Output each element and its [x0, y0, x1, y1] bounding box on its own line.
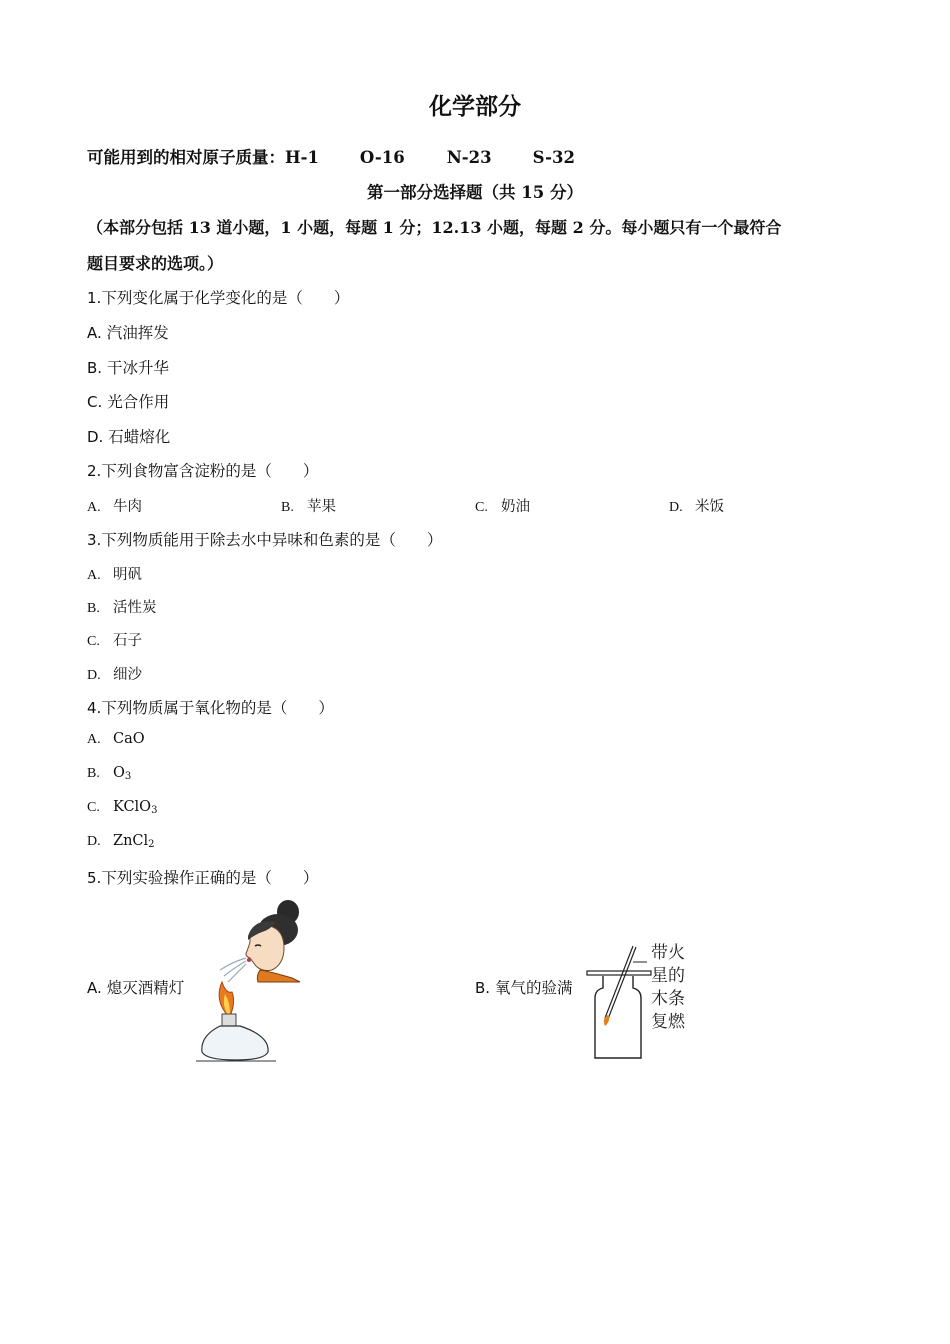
- q3-option-d[interactable]: [87, 663, 142, 684]
- q4-option-a-formula: CaO: [113, 731, 145, 747]
- q5-option-a-text: 熄灭酒精灯: [106, 979, 185, 997]
- question-1-text: 下列变化属于化学变化的是（ ）: [101, 289, 350, 307]
- q5-option-a[interactable]: [87, 976, 184, 998]
- q4-option-c[interactable]: [87, 799, 157, 816]
- atomic-mass-o: O-16: [359, 148, 405, 167]
- question-2-stem: [87, 459, 318, 481]
- q2-option-d-text: 米饭: [695, 499, 724, 515]
- q2-option-b-letter: B.: [281, 500, 294, 515]
- q4-option-d[interactable]: [87, 833, 155, 850]
- atomic-mass-h: H-1: [285, 148, 319, 167]
- q4-option-c-formula: KClO: [113, 799, 152, 815]
- question-5-stem: [87, 866, 318, 888]
- q4-option-c-letter: C.: [87, 800, 100, 815]
- question-1-stem: [87, 286, 349, 308]
- q1-option-d[interactable]: [87, 425, 170, 447]
- oxygen-label-4: 复燃: [651, 1012, 685, 1032]
- q2-option-b-text: 苹果: [307, 499, 336, 515]
- q3-option-b[interactable]: [87, 596, 157, 617]
- page-title: 化学部分: [429, 93, 521, 120]
- q3-option-c[interactable]: [87, 629, 142, 650]
- question-3-number: 3.: [87, 531, 102, 549]
- q3-option-a[interactable]: [87, 563, 142, 584]
- question-3-text: 下列物质能用于除去水中异味和色素的是（ ）: [101, 531, 443, 549]
- q1-option-b[interactable]: [87, 356, 169, 378]
- q1-option-c-text: 光合作用: [107, 393, 170, 411]
- oxygen-label-3: 木条: [651, 989, 685, 1009]
- q2-option-a-text: 牛肉: [113, 499, 142, 515]
- oxygen-label-2: 星的: [651, 966, 685, 986]
- q1-option-a[interactable]: [87, 321, 169, 343]
- q3-option-c-letter: C.: [87, 634, 100, 649]
- q3-option-b-letter: B.: [87, 601, 100, 616]
- q1-option-c[interactable]: [87, 390, 169, 412]
- question-4-stem: [87, 696, 334, 718]
- q4-option-b-formula: O: [113, 765, 125, 781]
- q1-option-b-text: 干冰升华: [107, 359, 170, 377]
- section-instruction-1: （本部分包括 13 道小题，1 小题，每题 1 分；12.13 小题，每题 2 分。每小题只有一个最符合: [87, 218, 782, 237]
- q4-option-a-letter: A.: [87, 732, 101, 747]
- q4-option-b[interactable]: [87, 765, 131, 782]
- q2-option-d-letter: D.: [669, 500, 683, 515]
- question-2-text: 下列食物富含淀粉的是（ ）: [101, 462, 319, 480]
- q3-option-a-text: 明矾: [113, 567, 142, 583]
- oxygen-label-1: 带火: [651, 943, 685, 963]
- q5-option-b-text: 氧气的验满: [495, 979, 573, 997]
- q3-option-a-letter: A.: [87, 568, 101, 583]
- q3-option-b-text: 活性炭: [113, 600, 157, 616]
- atomic-mass-label: 可能用到的相对原子质量：: [87, 148, 285, 167]
- q1-option-c-letter: C.: [87, 393, 103, 411]
- q4-option-d-formula: ZnCl: [113, 833, 149, 849]
- atomic-mass-s: S-32: [532, 148, 575, 167]
- atomic-mass-line: [87, 144, 575, 168]
- q5-option-a-letter: A.: [87, 979, 102, 997]
- q2-option-b[interactable]: [281, 495, 336, 516]
- q2-option-d[interactable]: [669, 495, 724, 516]
- q1-option-b-letter: B.: [87, 359, 103, 377]
- q1-option-d-text: 石蜡熔化: [108, 428, 171, 446]
- q3-option-c-text: 石子: [113, 633, 142, 649]
- q5-option-b[interactable]: [475, 976, 573, 998]
- question-4-text: 下列物质属于氧化物的是（ ）: [101, 699, 334, 717]
- q2-option-a[interactable]: [87, 495, 142, 516]
- question-4-number: 4.: [87, 699, 102, 717]
- q2-option-c-letter: C.: [475, 500, 488, 515]
- question-5-number: 5.: [87, 869, 102, 887]
- q4-option-d-subscript: 2: [148, 839, 155, 850]
- q3-option-d-letter: D.: [87, 668, 101, 683]
- question-2-number: 2.: [87, 462, 102, 480]
- q2-option-c-text: 奶油: [501, 499, 530, 515]
- q4-option-c-subscript: 3: [151, 805, 158, 816]
- section-heading: 第一部分选择题（共 15 分）: [367, 183, 583, 202]
- question-1-number: 1.: [87, 289, 102, 307]
- q4-option-b-subscript: 3: [124, 771, 132, 782]
- q1-option-a-letter: A.: [87, 324, 102, 342]
- q2-option-a-letter: A.: [87, 500, 101, 515]
- atomic-mass-n: N-23: [446, 148, 492, 167]
- q3-option-d-text: 细沙: [113, 667, 142, 683]
- oxygen-test-figure: [585, 940, 695, 1062]
- q2-option-c[interactable]: [475, 495, 530, 516]
- q4-option-d-letter: D.: [87, 834, 101, 849]
- q5-option-b-letter: B.: [475, 979, 491, 997]
- q1-option-a-text: 汽油挥发: [106, 324, 169, 342]
- q4-option-b-letter: B.: [87, 766, 100, 781]
- q4-option-a[interactable]: [87, 731, 145, 748]
- question-3-stem: [87, 528, 442, 550]
- question-5-text: 下列实验操作正确的是（ ）: [101, 869, 319, 887]
- q1-option-d-letter: D.: [87, 428, 104, 446]
- section-instruction-2: 题目要求的选项。）: [87, 254, 224, 273]
- alcohol-lamp-figure: [192, 896, 304, 1064]
